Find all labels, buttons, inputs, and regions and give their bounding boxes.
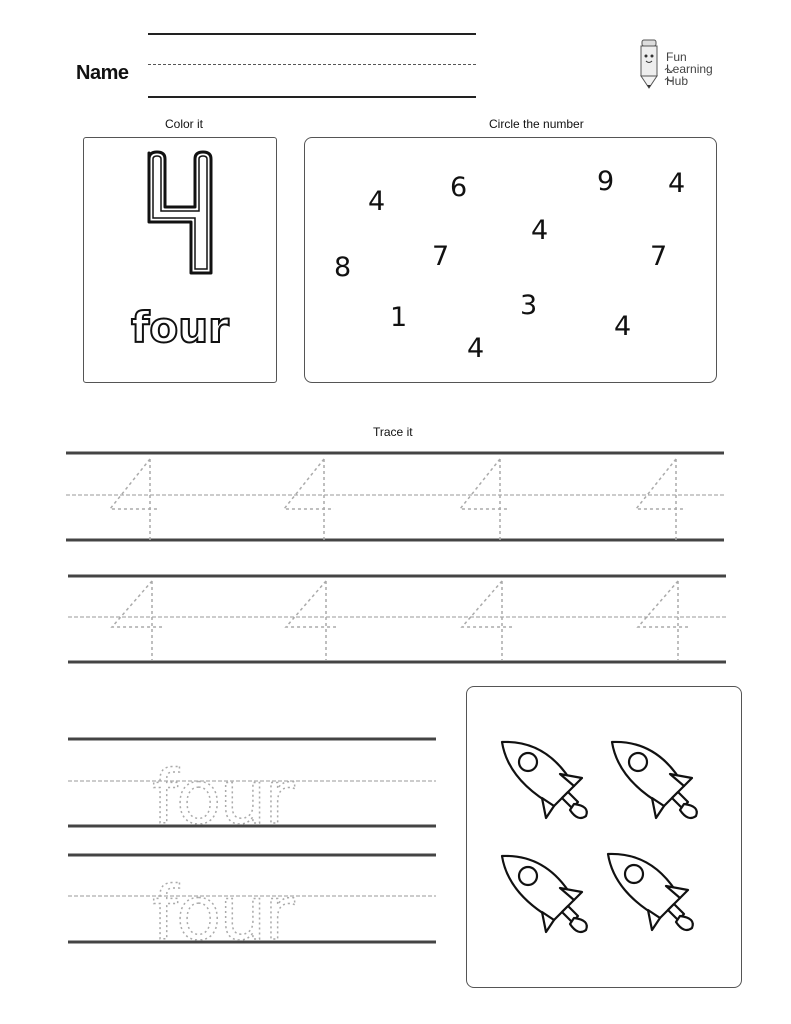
name-label: Name <box>76 62 129 84</box>
trace-row-2 <box>68 576 726 662</box>
name-line-mid <box>148 64 476 65</box>
logo <box>636 36 736 92</box>
circle-number-item[interactable]: 8 <box>334 252 352 283</box>
circle-number-item[interactable]: 4 <box>668 168 686 199</box>
rocket-icon <box>608 854 693 930</box>
pencil-mascot-icon <box>636 36 662 92</box>
circle-number-item[interactable]: 4 <box>614 311 632 342</box>
circle-number-label: Circle the number <box>489 117 584 131</box>
trace-digit-area[interactable] <box>66 450 728 666</box>
outline-word-four[interactable]: four <box>131 303 229 352</box>
rocket-icon <box>502 742 587 818</box>
circle-number-item[interactable]: 7 <box>650 241 668 272</box>
circle-number-item[interactable]: 4 <box>467 333 485 364</box>
logo-wave-icon <box>664 50 674 94</box>
logo-text-2: Learning <box>666 62 713 76</box>
trace-it-label: Trace it <box>373 425 413 439</box>
circle-number-item[interactable]: 7 <box>432 241 450 272</box>
circle-number-item[interactable]: 9 <box>597 166 615 197</box>
outline-digit-four[interactable] <box>83 137 277 383</box>
color-it-label: Color it <box>165 117 204 131</box>
name-line-bottom[interactable] <box>148 96 476 98</box>
circle-number-item[interactable]: 4 <box>368 186 386 217</box>
logo-text-1: Fun <box>666 50 687 64</box>
trace-word-area[interactable] <box>66 734 438 946</box>
rocket-icon <box>612 742 697 818</box>
rocket-group <box>466 686 742 988</box>
circle-number-item[interactable]: 3 <box>520 290 538 321</box>
trace-row-1 <box>66 453 724 540</box>
rocket-icon <box>502 856 587 932</box>
circle-number-item[interactable]: 4 <box>531 215 549 246</box>
name-line-top <box>148 33 476 35</box>
trace-word-1[interactable]: four <box>152 755 293 841</box>
logo-text-3: Hub <box>666 74 689 88</box>
circle-number-item[interactable]: 1 <box>390 302 408 333</box>
trace-word-2[interactable]: four <box>152 871 293 946</box>
circle-number-item[interactable]: 6 <box>450 172 468 203</box>
